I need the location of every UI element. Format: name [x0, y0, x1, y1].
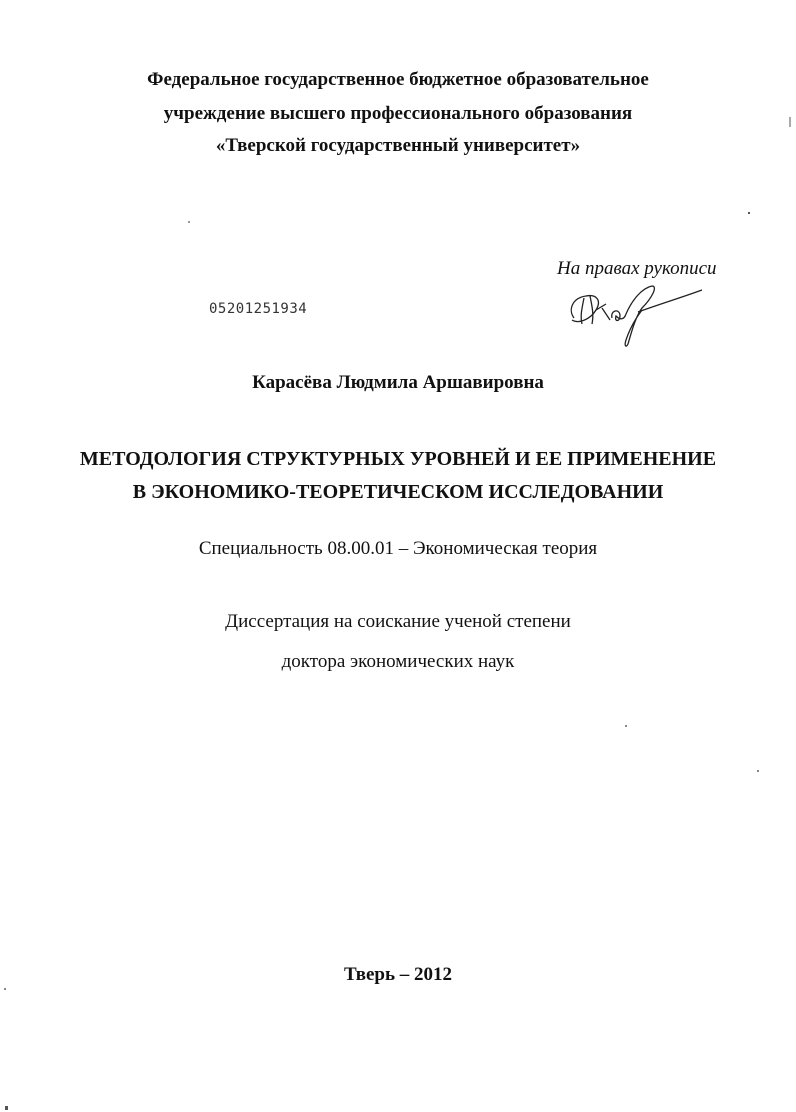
scan-artifact [748, 212, 750, 214]
city-and-year: Тверь – 2012 [343, 964, 453, 985]
specialty-line: Специальность 08.00.01 – Экономическая теория [198, 538, 598, 559]
scan-artifact [4, 988, 6, 990]
scan-artifact [625, 725, 627, 727]
degree-line-1: Диссертация на соискание ученой степени [225, 611, 571, 632]
institution-line-2: учреждение высшего профессионального образования [163, 103, 633, 124]
scan-artifact [757, 770, 759, 772]
manuscript-rights-note: На правах рукописи [557, 258, 717, 279]
institution-line-1: Федеральное государственное бюджетное образовательное [147, 69, 649, 90]
degree-line-2: доктора экономических наук [281, 651, 515, 672]
library-stamp-number: 05201251934 [209, 301, 308, 317]
dissertation-title-line-2: В ЭКОНОМИКО-ТЕОРЕТИЧЕСКОМ ИССЛЕДОВАНИИ [132, 481, 664, 503]
scan-artifact [5, 1106, 8, 1110]
institution-line-3: «Тверской государственный университет» [215, 135, 581, 156]
scan-artifact [188, 221, 190, 223]
author-name: Карасёва Людмила Аршавировна [252, 372, 544, 393]
dissertation-title-line-1: МЕТОДОЛОГИЯ СТРУКТУРНЫХ УРОВНЕЙ И ЕЕ ПРИМЕНЕНИЕ [79, 448, 717, 470]
scan-artifact [789, 117, 791, 127]
handwritten-signature-icon [560, 280, 710, 350]
